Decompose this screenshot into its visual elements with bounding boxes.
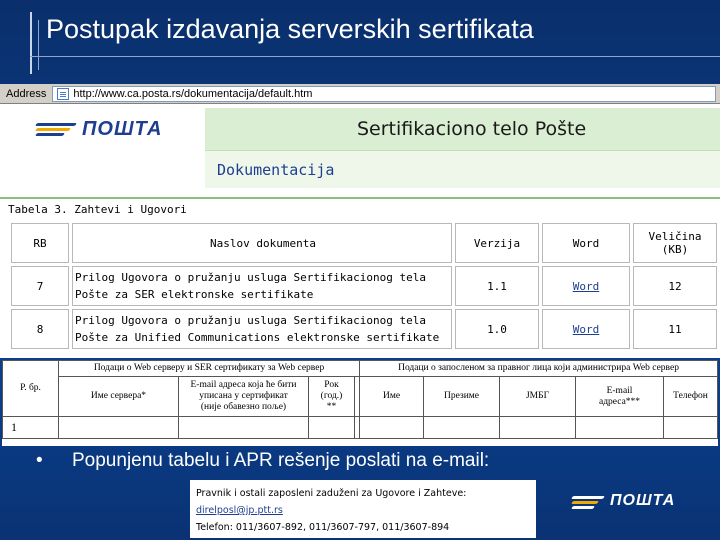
slide-title: Postupak izdavanja serverskih sertifikata: [46, 14, 534, 44]
form-cell-server[interactable]: [59, 417, 179, 439]
header-word: Word: [542, 223, 630, 263]
contact-email-link[interactable]: direlposl@jp.ptt.rs: [196, 505, 283, 516]
form-header-email-l3: (није обавезно поље): [200, 402, 287, 412]
header-rb: RB: [11, 223, 69, 263]
row-title-line1: Prilog Ugovora o pružanju usluga Sertifikacionog tela: [75, 314, 426, 327]
form-header-mail: [576, 377, 664, 417]
form-header-mail-l1: E-mail: [606, 385, 633, 396]
bullet-text: Popunjenu tabelu i APR rešenje poslati na e-mail:: [72, 450, 490, 471]
section-strip: [205, 150, 720, 188]
row-rb: 8: [11, 309, 69, 349]
banner-title-area: [205, 108, 720, 150]
form-header-rok-l2: (год.): [320, 391, 343, 401]
row-rb: 7: [11, 266, 69, 306]
form-header-email: [179, 377, 309, 417]
contact-phone: Telefon: 011/3607-892, 011/3607-797, 011/3607-894: [196, 522, 450, 533]
form-header-mail-l2: адреса***: [599, 396, 641, 407]
form-cell-tel[interactable]: [664, 417, 718, 439]
divider: [0, 197, 720, 199]
footer-logo-text: ПОШТА: [610, 492, 676, 509]
table-row: [11, 309, 717, 349]
row-title: [72, 309, 452, 349]
contact-line: Pravnik i ostali zaposleni zaduženi za Ugovore i Zahteve:: [196, 488, 467, 499]
row-size: 12: [633, 266, 717, 306]
form-cell-ime[interactable]: [360, 417, 424, 439]
posta-wing-icon: [36, 120, 80, 138]
form-group-server: Подаци о Web серверу и SER сертификату за Web сервер: [59, 361, 360, 377]
posta-logo[interactable]: [0, 108, 205, 150]
row-size: 11: [633, 309, 717, 349]
form-cell-email[interactable]: [179, 417, 309, 439]
row-version: 1.0: [455, 309, 539, 349]
row-title-line2: Pošte za Unified Communications elektronske sertifikate: [75, 331, 440, 344]
documents-table: [8, 220, 720, 352]
form-cell-mail[interactable]: [576, 417, 664, 439]
form-cell-rok[interactable]: [309, 417, 355, 439]
form-header-server-name: Име сервера*: [59, 377, 179, 417]
row-title-line2: Pošte za SER elektronske sertifikate: [75, 288, 314, 301]
form-cell-jmbg[interactable]: [500, 417, 576, 439]
request-form-table: [2, 360, 718, 446]
posta-wing-icon: [572, 493, 608, 509]
footer-logo: [572, 492, 675, 510]
contact-box: [190, 480, 536, 538]
header-size-line2: (KB): [661, 243, 689, 256]
row-title-line1: Prilog Ugovora o pružanju usluga Sertifikacionog tela: [75, 271, 426, 284]
bullet-item: [36, 450, 489, 472]
banner-title: Sertifikaciono telo Pošte: [357, 118, 587, 140]
table-header-row: [11, 223, 717, 263]
site-banner: [0, 108, 720, 150]
address-url: http://www.ca.posta.rs/dokumentacija/default.htm: [73, 87, 313, 100]
row-title: [72, 266, 452, 306]
form-header-ime: Име: [360, 377, 424, 417]
form-header-rok: [309, 377, 355, 417]
table-row: [11, 266, 717, 306]
browser-screenshot: [0, 84, 720, 358]
posta-logo-text: ПОШТА: [82, 117, 163, 140]
bullet-dot-icon: •: [36, 450, 43, 471]
word-download-link[interactable]: Word: [572, 279, 600, 293]
form-header-rok-l3: **: [326, 402, 337, 412]
address-label: Address: [6, 87, 47, 100]
form-row-number: 1: [3, 417, 59, 439]
word-download-link[interactable]: Word: [572, 322, 600, 336]
form-header-jmbg: ЈМБГ: [500, 377, 576, 417]
row-version: 1.1: [455, 266, 539, 306]
decorative-vertical-line: [30, 12, 32, 74]
decorative-horizontal-line: [30, 56, 720, 57]
page-icon: [57, 88, 69, 100]
form-cell-prezime[interactable]: [424, 417, 500, 439]
form-header-tel: Телефон: [664, 377, 718, 417]
address-bar: [0, 84, 720, 104]
row-word-cell: [542, 309, 630, 349]
form-header-prezime: Презиме: [424, 377, 500, 417]
address-input[interactable]: [52, 86, 716, 102]
header-size-line1: Veličina: [648, 230, 702, 243]
header-version: Verzija: [455, 223, 539, 263]
form-header-rb: Р. бр.: [3, 361, 59, 417]
form-header-email-l1: E-mail адреса која ће бити: [190, 380, 297, 390]
form-group-employee: Подаци о запосленом за правног лица који администрира Web сервер: [360, 361, 718, 377]
section-heading: Dokumentacija: [217, 161, 335, 179]
row-word-cell: [542, 266, 630, 306]
decorative-vertical-line-thin: [38, 20, 39, 70]
header-title: Naslov dokumenta: [72, 223, 452, 263]
table-caption: Tabela 3. Zahtevi i Ugovori: [8, 203, 187, 216]
header-size: [633, 223, 717, 263]
form-header-rok-l1: Рок: [324, 380, 339, 390]
form-table: [2, 360, 718, 439]
form-header-email-l2: уписана у сертификат: [199, 391, 288, 401]
